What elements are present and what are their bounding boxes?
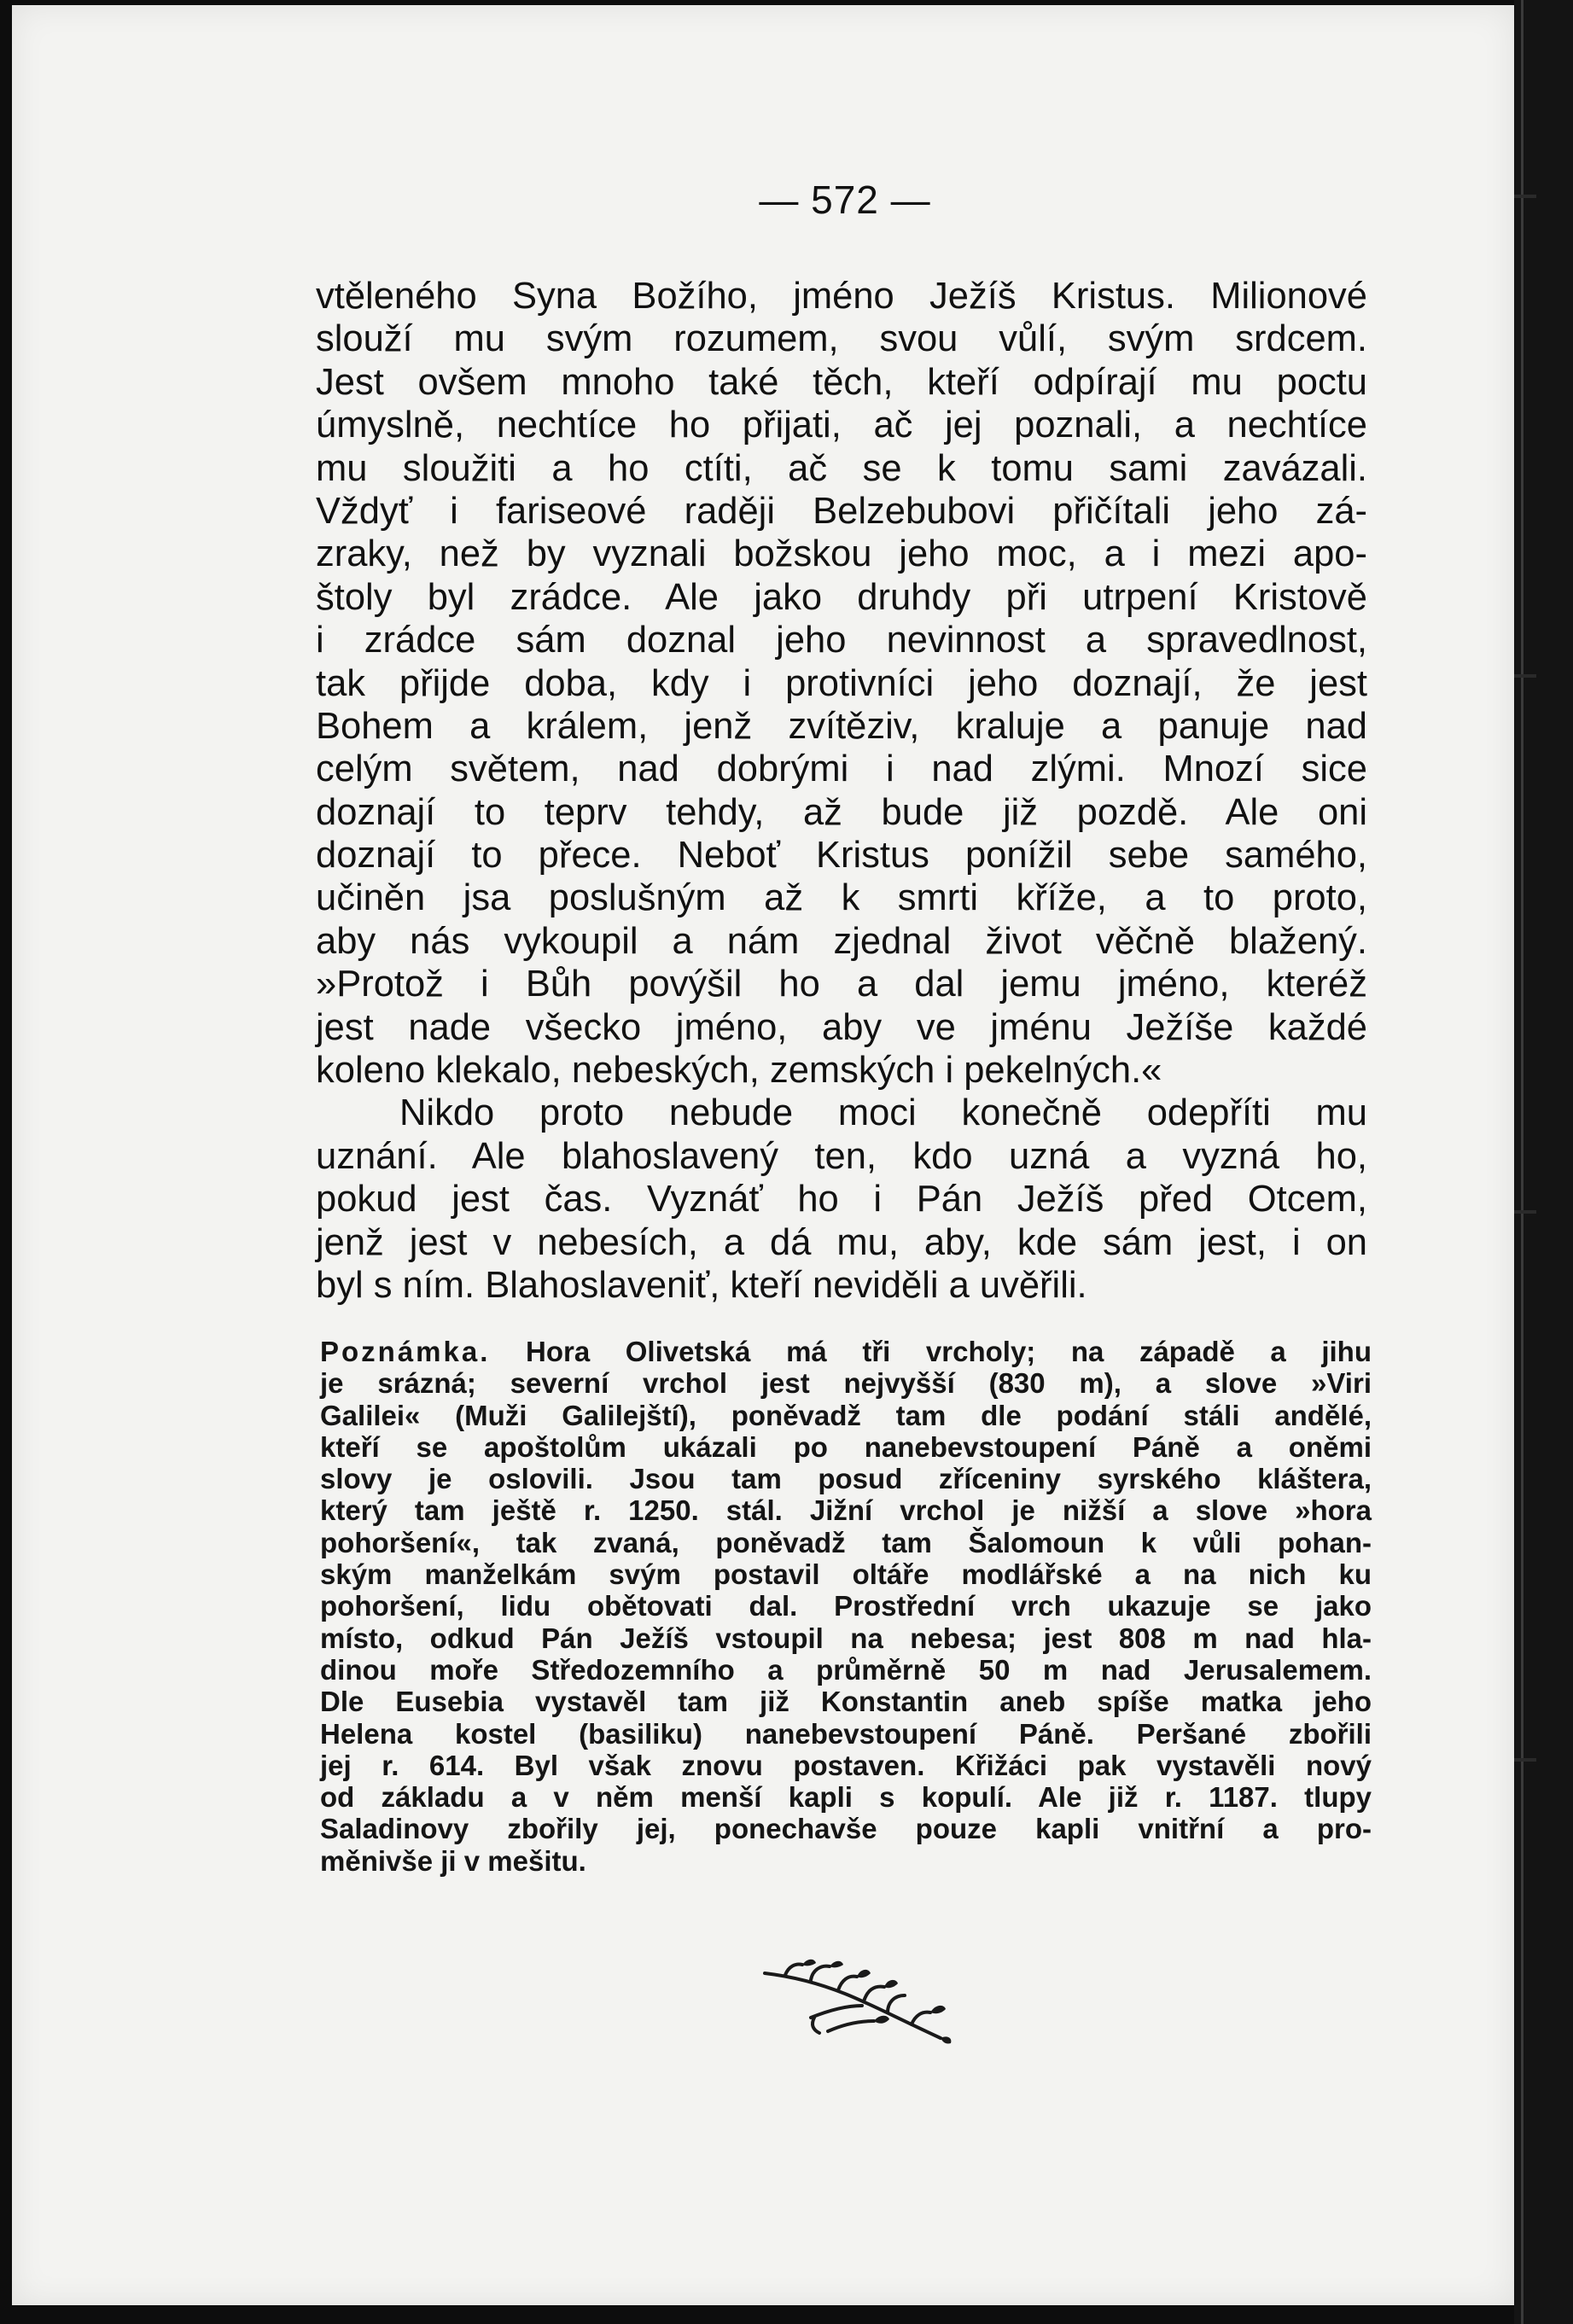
footnote-line: Galilei« (Muži Galilejští), poněvadž tam dle podání stáli andělé,	[320, 1399, 1372, 1431]
text-line: Nikdo proto nebude moci konečně odepříti mu	[399, 1092, 1367, 1134]
footnote-line: Saladinovy zbořily jej, ponechavše pouze kapli vnitřní a pro-	[320, 1813, 1372, 1845]
footnote-line: pohoršení«, tak zvaná, poněvadž tam Šalomoun k vůli pohan-	[320, 1526, 1372, 1558]
footnote-label: Poznámka.	[320, 1336, 491, 1367]
footnote-line: kteří se apoštolům ukázali po nanebevstoupení Páně a oněmi	[320, 1430, 1372, 1463]
edge-mark	[1514, 1210, 1536, 1214]
footnote-line: jej r. 614. Byl však znovu postaven. Křižáci pak vystavěli nový	[320, 1749, 1372, 1781]
footnote-line: Helena kostel (basiliku) nanebevstoupení Páně. Peršané zbořili	[320, 1717, 1372, 1750]
page-number: — 572 —	[759, 178, 931, 222]
floral-vine-ornament-icon	[760, 1954, 956, 2048]
text-line: jenž jest v nebesích, a dá mu, aby, kde sám jest, i on	[316, 1221, 1367, 1263]
text-line: doznají to teprv tehdy, až bude již pozdě. Ale oni	[316, 791, 1367, 833]
text-line: byl s ním. Blahoslaveniť, kteří neviděli a uvěřili.	[316, 1264, 1087, 1306]
text-line: jest nade všecko jméno, aby ve jménu Ježíše každé	[316, 1006, 1367, 1048]
text-line: slouží mu svým rozumem, svou vůlí, svým srdcem.	[316, 318, 1367, 360]
text-line: pokud jest čas. Vyznáť ho i Pán Ježíš před Otcem,	[316, 1179, 1367, 1220]
text-line: »Protož i Bůh povýšil ho a dal jemu jméno, kteréž	[316, 964, 1367, 1005]
footnote-line: měnivše ji v mešitu.	[320, 1844, 586, 1877]
text-line: tak přijde doba, kdy i protivníci jeho doznají, že jest	[316, 662, 1367, 704]
footnote-line: pohoršení, lidu obětovati dal. Prostřední vrch ukazuje se jako	[320, 1590, 1372, 1622]
text-line: i zrádce sám doznal jeho nevinnost a spravedlnost,	[316, 620, 1367, 661]
edge-mark	[1514, 674, 1536, 678]
text-line: učiněn jsa poslušným až k smrti kříže, a to proto,	[316, 877, 1367, 919]
footnote-line: od základu a v něm menší kapli s kopulí. Ale již r. 1187. tlupy	[320, 1781, 1372, 1814]
text-line: aby nás vykoupil a nám zjednal život věčně blažený.	[316, 920, 1367, 962]
text-line: štoly byl zrádce. Ale jako druhdy při utrpení Kristově	[316, 576, 1367, 618]
footnote-line: Dle Eusebia vystavěl tam již Konstantin aneb spíše matka jeho	[320, 1686, 1372, 1718]
footnote-line: který tam ještě r. 1250. stál. Jižní vrchol je nižší a slove »hora	[320, 1494, 1372, 1527]
page-edge-line	[1521, 0, 1523, 2324]
text-line: Vždyť i fariseové raději Belzebubovi přičítali jeho zá-	[316, 490, 1367, 532]
footnote-line: dinou moře Středozemního a průměrně 50 m nad Jerusalemem.	[320, 1653, 1372, 1686]
edge-mark	[1514, 1758, 1536, 1762]
text-line: vtěleného Syna Božího, jméno Ježíš Kristus. Milionové	[316, 276, 1367, 317]
footnote-line: místo, odkud Pán Ježíš vstoupil na nebesa; jest 808 m nad hla-	[320, 1622, 1372, 1654]
text-line: Bohem a králem, jenž zvítěziv, kraluje a panuje nad	[316, 705, 1367, 747]
text-line: mu sloužiti a ho ctíti, ač se k tomu sami zavázali.	[316, 447, 1367, 489]
footnote-line: ským manželkám svým postavil oltáře modlářské a na nich ku	[320, 1558, 1372, 1591]
text-line: zraky, než by vyznali božskou jeho moc, a i mezi apo-	[316, 533, 1367, 575]
footnote-line: slovy je oslovili. Jsou tam posud zříceniny syrského kláštera,	[320, 1463, 1372, 1495]
text-line: celým světem, nad dobrými i nad zlými. Mnozí sice	[316, 748, 1367, 790]
text-line: úmyslně, nechtíce ho přijati, ač jej poznali, a nechtíce	[316, 405, 1367, 446]
main-text	[316, 275, 1367, 1307]
text-line: doznají to přece. Neboť Kristus ponížil sebe samého,	[316, 835, 1367, 877]
text-line: koleno klekalo, nebeských, zemských i pekelných.«	[316, 1050, 1162, 1092]
footnote-text: Hora Olivetská má tři vrcholy; na západě a jihu	[525, 1336, 1372, 1367]
text-line: uznání. Ale blahoslavený ten, kdo uzná a vyzná ho,	[316, 1135, 1367, 1177]
footnote	[320, 1336, 1372, 1877]
text-line: Jest ovšem mnoho také těch, kteří odpírají mu poctu	[316, 361, 1367, 403]
footnote-line: je srázná; severní vrchol jest nejvyšší (830 m), a slove »Viri	[320, 1367, 1372, 1400]
footnote-first-line	[320, 1336, 1372, 1367]
